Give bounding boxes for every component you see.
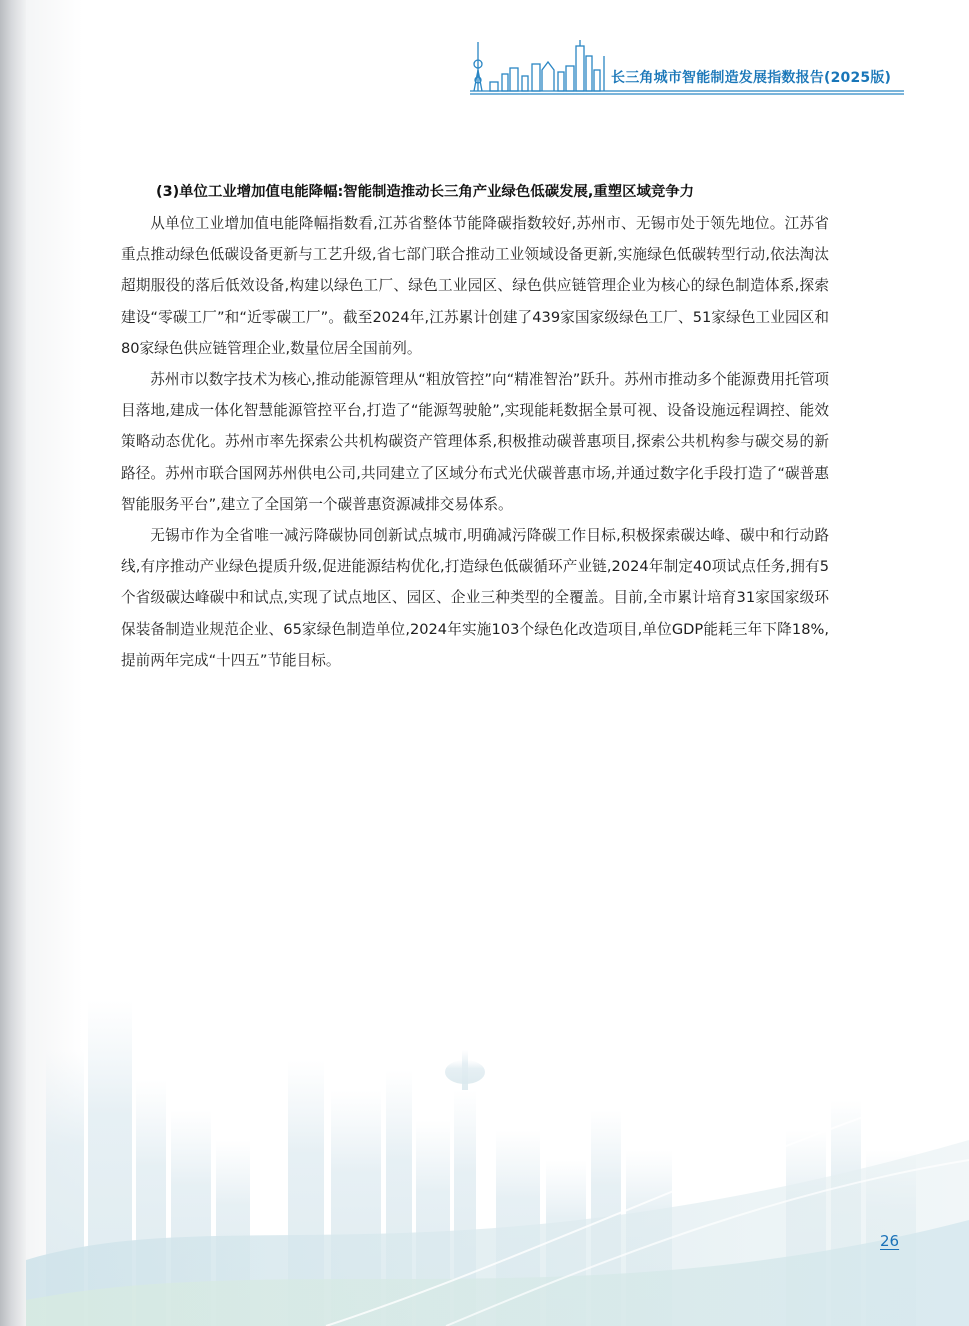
page-number: 26 bbox=[880, 1232, 900, 1250]
report-title: 长三角城市智能制造发展指数报告(2025版) bbox=[611, 70, 892, 86]
main-content bbox=[121, 177, 829, 676]
page-header bbox=[470, 40, 904, 96]
book-spine-shadow bbox=[0, 0, 26, 1326]
paragraph-wuxi: 无锡市作为全省唯一减污降碳协同创新试点城市,明确减污降碳工作目标,积极探索碳达峰、碳中和行动路线,有序推动产业绿色提质升级,促进能源结构优化,打造绿色低碳循环产业链,2024年制定40项试点任务,拥有5个省级碳达峰碳中和试点,实现了试点地区、园区、企业三种类型的全覆盖。目前,全市累计培育31家国家级环保装备制造业规范企业、65家绿色制造单位,2024年实施103个绿色化改造项目,单位GDP能耗三年下降18%,提前两年完成“十四五”节能目标。 bbox=[121, 527, 829, 669]
paragraph-suzhou: 苏州市以数字技术为核心,推动能源管理从“粗放管控”向“精准智治”跃升。苏州市推动多个能源费用托管项目落地,建成一体化智慧能源管控平台,打造了“能源驾驶舱”,实现能耗数据全景可视、设备设施远程调控、能效策略动态优化。苏州市率先探索公共机构碳资产管理体系,积极推动碳普惠项目,探索公共机构参与碳交易的新路径。苏州市联合国网苏州供电公司,共同建立了区域分布式光伏碳普惠市场,并通过数字化手段打造了“碳普惠智能服务平台”,建立了全国第一个碳普惠资源减排交易体系。 bbox=[121, 371, 829, 513]
section-heading: (3)单位工业增加值电能降幅:智能制造推动长三角产业绿色低碳发展,重塑区域竞争力 bbox=[156, 184, 695, 200]
background-city-skyline bbox=[26, 960, 969, 1326]
paragraph-jiangsu: 从单位工业增加值电能降幅指数看,江苏省整体节能降碳指数较好,苏州市、无锡市处于领先地位。江苏省重点推动绿色低碳设备更新与工艺升级,省七部门联合推动工业领域设备更新,实施绿色低碳转型行动,依法淘汰超期服役的落后低效设备,构建以绿色工厂、绿色工业园区、绿色供应链管理企业为核心的绿色制造体系,探索建设“零碳工厂”和“近零碳工厂”。截至2024年,江苏累计创建了439家国家级绿色工厂、51家绿色工业园区和80家绿色供应链管理企业,数量位居全国前列。 bbox=[121, 215, 829, 357]
